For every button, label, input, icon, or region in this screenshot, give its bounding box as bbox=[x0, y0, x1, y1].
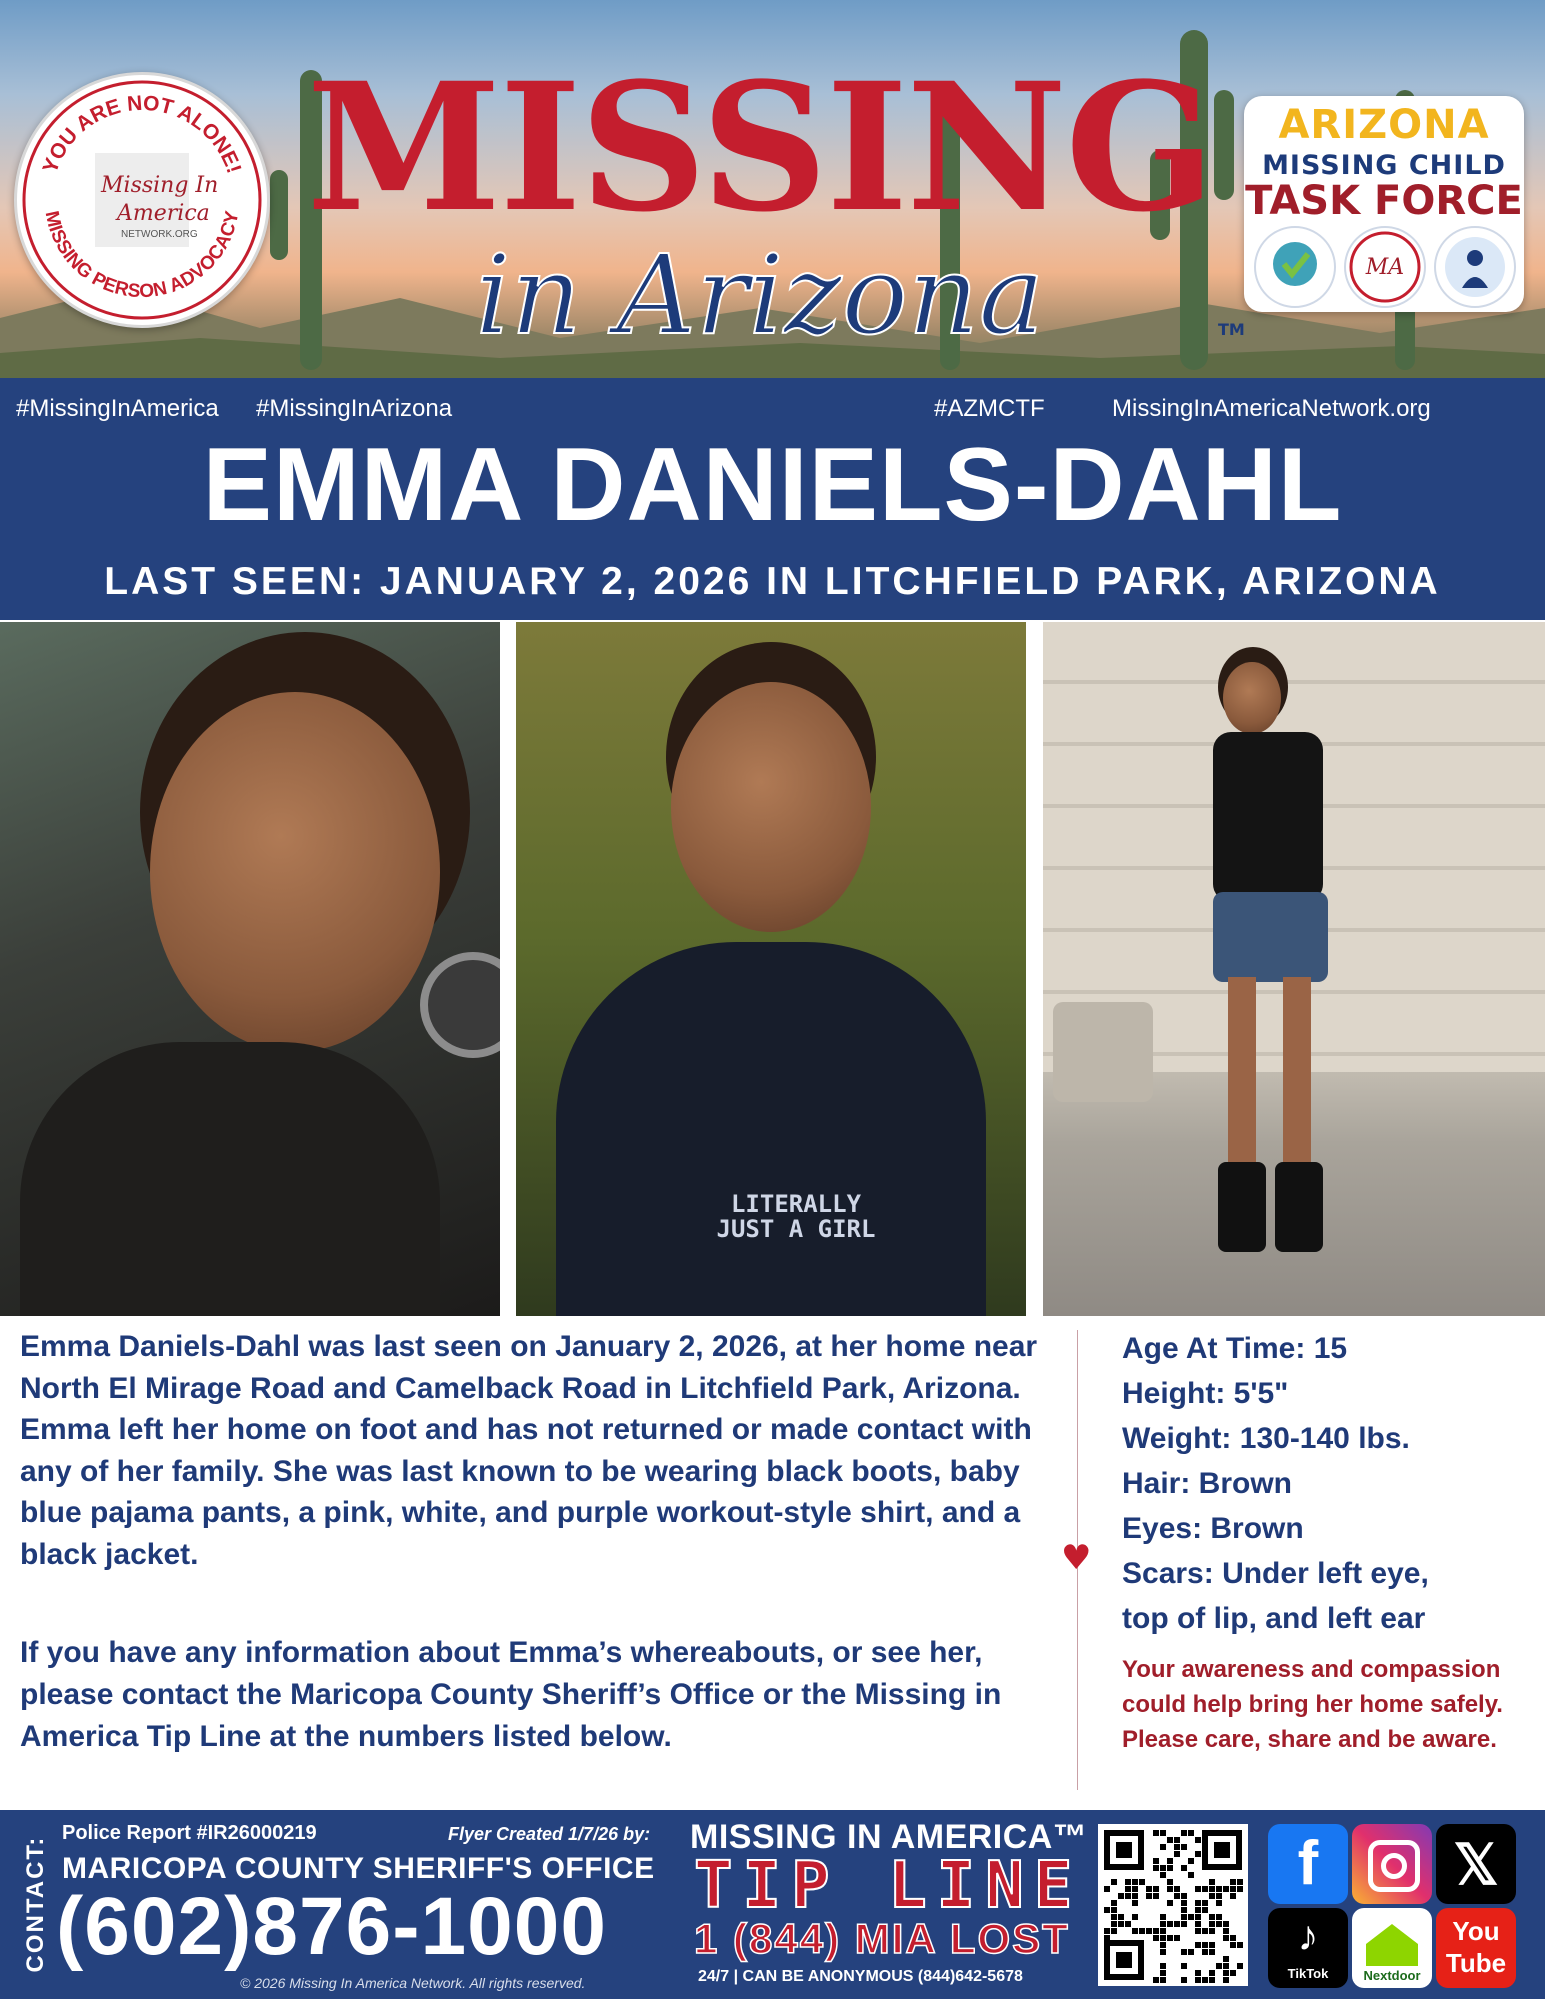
qr-module bbox=[1167, 1900, 1173, 1906]
qr-module bbox=[1160, 1830, 1166, 1836]
tipline-note: 24/7 | CAN BE ANONYMOUS (844)642-5678 bbox=[698, 1968, 1023, 1985]
logo-ring-bottom: MISSING PERSON ADVOCACY bbox=[40, 209, 244, 303]
qr-module bbox=[1167, 1921, 1173, 1927]
qr-module bbox=[1202, 1949, 1208, 1955]
qr-module bbox=[1181, 1865, 1187, 1871]
shirt-text-line-1: LITERALLY bbox=[730, 1190, 862, 1218]
qr-module bbox=[1223, 1956, 1229, 1962]
qr-module bbox=[1237, 1886, 1243, 1892]
nextdoor-label: Nextdoor bbox=[1363, 1968, 1421, 1983]
physical-description bbox=[1122, 1326, 1542, 1641]
qr-module bbox=[1160, 1928, 1166, 1934]
qr-module bbox=[1181, 1830, 1187, 1836]
page-subtitle: in Arizona bbox=[475, 231, 1045, 359]
qr-module bbox=[1160, 1963, 1166, 1969]
shirt-graphic-text bbox=[716, 1192, 876, 1242]
qr-module bbox=[1153, 1928, 1159, 1934]
qr-module bbox=[1195, 1900, 1201, 1906]
qr-code-pattern bbox=[1098, 1824, 1248, 1986]
qr-module bbox=[1188, 1872, 1194, 1878]
qr-module bbox=[1209, 1914, 1215, 1920]
qr-module bbox=[1181, 1977, 1187, 1983]
qr-module bbox=[1181, 1914, 1187, 1920]
qr-module bbox=[1160, 1935, 1166, 1941]
tiktok-label: TikTok bbox=[1287, 1966, 1329, 1981]
logo-brand-url: NETWORK.ORG bbox=[121, 229, 198, 240]
qr-module bbox=[1181, 1900, 1187, 1906]
stat-age: Age At Time: 15 bbox=[1122, 1332, 1348, 1365]
qr-module bbox=[1146, 1886, 1152, 1892]
qr-module bbox=[1146, 1928, 1152, 1934]
qr-module bbox=[1132, 1893, 1138, 1899]
photo-closeup bbox=[0, 622, 500, 1316]
description-paragraph-1: Emma Daniels-Dahl was last seen on January 2, 2026, at her home near North El Mirage Road and Camelback Road in Litchfield Park, Arizona. Emma left her home on foot and has not returned or made contact with any of her family. She was last known to be wearing black boots, baby blue pajama pants, a pink, white, and purple workout-style shirt, and a black jacket. bbox=[20, 1330, 1038, 1571]
last-seen-line: LAST SEEN: JANUARY 2, 2026 IN LITCHFIELD PARK, ARIZONA bbox=[104, 560, 1441, 603]
photo-smiling-outdoors bbox=[516, 622, 1026, 1316]
qr-module bbox=[1167, 1865, 1173, 1871]
qr-module bbox=[1153, 1893, 1159, 1899]
qr-module bbox=[1167, 1935, 1173, 1941]
nextdoor-icon[interactable] bbox=[1352, 1908, 1432, 1988]
task-force-line-3: TASK FORCE bbox=[1245, 178, 1523, 224]
qr-module bbox=[1223, 1935, 1229, 1941]
qr-module bbox=[1125, 1886, 1131, 1892]
qr-module bbox=[1209, 1970, 1215, 1976]
arizona-task-force-logo bbox=[1244, 96, 1524, 312]
logo-ring-top: YOU ARE NOT ALONE! bbox=[38, 91, 246, 177]
missing-in-america-logo bbox=[14, 72, 270, 328]
qr-module bbox=[1237, 1942, 1243, 1948]
qr-module bbox=[1160, 1977, 1166, 1983]
qr-module bbox=[1209, 1893, 1215, 1899]
qr-module bbox=[1174, 1886, 1180, 1892]
qr-module bbox=[1111, 1921, 1117, 1927]
qr-module bbox=[1104, 1886, 1110, 1892]
agency-phone-number[interactable]: (602)876-1000 bbox=[56, 1881, 607, 1972]
qr-module bbox=[1132, 1886, 1138, 1892]
qr-module bbox=[1160, 1844, 1166, 1850]
qr-module bbox=[1216, 1963, 1222, 1969]
qr-module bbox=[1195, 1928, 1201, 1934]
qr-module bbox=[1181, 1893, 1187, 1899]
qr-module bbox=[1230, 1935, 1236, 1941]
qr-module bbox=[1223, 1977, 1229, 1983]
qr-module bbox=[1174, 1921, 1180, 1927]
qr-module bbox=[1230, 1893, 1236, 1899]
svg-text:MA: MA bbox=[1365, 255, 1405, 280]
qr-module bbox=[1153, 1935, 1159, 1941]
qr-module bbox=[1153, 1977, 1159, 1983]
shirt-text-line-2: JUST A GIRL bbox=[716, 1215, 876, 1244]
qr-module bbox=[1111, 1900, 1117, 1906]
hashtag-azmctf[interactable]: #AZMCTF bbox=[934, 395, 1045, 422]
qr-module bbox=[1209, 1942, 1215, 1948]
stat-weight: Weight: 130-140 lbs. bbox=[1122, 1422, 1410, 1455]
qr-module bbox=[1195, 1914, 1201, 1920]
asa-now-logo bbox=[1254, 226, 1336, 308]
qr-module bbox=[1195, 1942, 1201, 1948]
qr-module bbox=[1160, 1914, 1166, 1920]
youtube-label-2: Tube bbox=[1445, 1948, 1507, 1978]
qr-module bbox=[1216, 1900, 1222, 1906]
tipline-title: TIP LINE bbox=[694, 1849, 1083, 1923]
agency-name: MARICOPA COUNTY SHERIFF'S OFFICE bbox=[62, 1852, 655, 1885]
qr-module bbox=[1174, 1893, 1180, 1899]
qr-module bbox=[1174, 1837, 1180, 1843]
qr-module bbox=[1104, 1907, 1110, 1913]
qr-module bbox=[1139, 1879, 1145, 1885]
qr-module bbox=[1132, 1879, 1138, 1885]
qr-module bbox=[1174, 1844, 1180, 1850]
qr-module bbox=[1230, 1879, 1236, 1885]
qr-module bbox=[1230, 1970, 1236, 1976]
qr-module bbox=[1195, 1907, 1201, 1913]
qr-module bbox=[1160, 1949, 1166, 1955]
qr-module bbox=[1181, 1949, 1187, 1955]
qr-module bbox=[1132, 1900, 1138, 1906]
qr-module bbox=[1118, 1893, 1124, 1899]
qr-module bbox=[1167, 1837, 1173, 1843]
youtube-label-1: You bbox=[1452, 1916, 1500, 1946]
qr-module bbox=[1160, 1872, 1166, 1878]
qr-module bbox=[1216, 1914, 1222, 1920]
stat-eyes: Eyes: Brown bbox=[1122, 1512, 1304, 1545]
qr-module bbox=[1188, 1949, 1194, 1955]
qr-module bbox=[1202, 1900, 1208, 1906]
qr-module bbox=[1195, 1977, 1201, 1983]
qr-module bbox=[1153, 1830, 1159, 1836]
qr-module bbox=[1118, 1914, 1124, 1920]
missing-person-name: EMMA DANIELS-DAHL bbox=[202, 427, 1343, 543]
police-report-number: Police Report #IR26000219 bbox=[62, 1822, 317, 1844]
qr-module bbox=[1209, 1886, 1215, 1892]
qr-module bbox=[1111, 1928, 1117, 1934]
qr-module bbox=[1104, 1928, 1110, 1934]
qr-module bbox=[1195, 1886, 1201, 1892]
qr-module bbox=[1125, 1879, 1131, 1885]
qr-module bbox=[1118, 1921, 1124, 1927]
photo-full-body bbox=[1043, 622, 1545, 1316]
qr-module bbox=[1125, 1921, 1131, 1927]
qr-module bbox=[1153, 1858, 1159, 1864]
qr-module bbox=[1195, 1921, 1201, 1927]
task-force-line-2: MISSING CHILD bbox=[1262, 150, 1506, 181]
qr-module bbox=[1153, 1886, 1159, 1892]
qr-module bbox=[1223, 1970, 1229, 1976]
qr-module bbox=[1160, 1942, 1166, 1948]
qr-module bbox=[1188, 1858, 1194, 1864]
qr-module bbox=[1188, 1914, 1194, 1920]
qr-module bbox=[1230, 1886, 1236, 1892]
contact-label: CONTACT: bbox=[22, 1835, 49, 1973]
qr-module bbox=[1153, 1865, 1159, 1871]
qr-module bbox=[1181, 1844, 1187, 1850]
copyright-notice: © 2026 Missing In America Network. All rights reserved. bbox=[240, 1975, 586, 1991]
qr-module bbox=[1209, 1977, 1215, 1983]
qr-module bbox=[1139, 1928, 1145, 1934]
qr-module bbox=[1195, 1837, 1201, 1843]
youtube-icon[interactable] bbox=[1436, 1908, 1516, 1988]
tiktok-icon[interactable]: ♪ TikTok bbox=[1268, 1908, 1348, 1988]
qr-module bbox=[1202, 1907, 1208, 1913]
hashtag-missing-in-arizona[interactable]: #MissingInArizona bbox=[256, 395, 453, 422]
heart-icon: ♥ bbox=[1061, 1538, 1092, 1578]
qr-module bbox=[1104, 1935, 1110, 1941]
stat-height: Height: 5'5" bbox=[1122, 1377, 1289, 1410]
qr-module bbox=[1181, 1921, 1187, 1927]
stat-scars-line-1: Scars: Under left eye, bbox=[1122, 1557, 1429, 1590]
qr-module bbox=[1181, 1907, 1187, 1913]
qr-module bbox=[1174, 1935, 1180, 1941]
qr-module bbox=[1167, 1886, 1173, 1892]
qr-module bbox=[1125, 1893, 1131, 1899]
instagram-icon[interactable] bbox=[1352, 1824, 1432, 1904]
qr-module bbox=[1160, 1970, 1166, 1976]
qr-module bbox=[1111, 1879, 1117, 1885]
qr-module bbox=[1132, 1914, 1138, 1920]
qr-module bbox=[1216, 1886, 1222, 1892]
website-link[interactable]: MissingInAmericaNetwork.org bbox=[1112, 395, 1431, 422]
qr-module bbox=[1230, 1942, 1236, 1948]
x-icon[interactable]: 𝕏 bbox=[1436, 1824, 1516, 1904]
qr-module bbox=[1167, 1879, 1173, 1885]
qr-module bbox=[1223, 1886, 1229, 1892]
qr-module bbox=[1216, 1921, 1222, 1927]
flyer-created-date: Flyer Created 1/7/26 by: bbox=[448, 1824, 651, 1844]
qr-module bbox=[1195, 1970, 1201, 1976]
qr-module bbox=[1202, 1928, 1208, 1934]
qr-module bbox=[1237, 1963, 1243, 1969]
qr-module bbox=[1223, 1963, 1229, 1969]
qr-module bbox=[1181, 1963, 1187, 1969]
mia-mini-logo bbox=[1344, 226, 1426, 308]
description-paragraph-2: If you have any information about Emma’s whereabouts, or see her, please contact the Maricopa County Sheriff’s Office or the Missing in America Tip Line at the numbers listed below. bbox=[20, 1636, 1002, 1753]
qr-module bbox=[1209, 1921, 1215, 1927]
qr-module bbox=[1188, 1830, 1194, 1836]
logo-brand-line-2: America bbox=[117, 201, 210, 226]
qr-module bbox=[1160, 1865, 1166, 1871]
qr-module bbox=[1195, 1851, 1201, 1857]
trademark-mark: TM bbox=[1218, 320, 1245, 339]
qr-module bbox=[1202, 1977, 1208, 1983]
qr-code[interactable] bbox=[1098, 1824, 1248, 1986]
stat-scars-line-2: top of lip, and left ear bbox=[1122, 1602, 1426, 1635]
awareness-message: Your awareness and compassion could help bring her home safely. Please care, share and be aware. bbox=[1122, 1656, 1503, 1753]
qr-module bbox=[1146, 1893, 1152, 1899]
qr-module bbox=[1223, 1928, 1229, 1934]
hashtag-missing-in-america[interactable]: #MissingInAmerica bbox=[16, 395, 219, 422]
qr-module bbox=[1209, 1949, 1215, 1955]
qr-module bbox=[1202, 1942, 1208, 1948]
facebook-icon[interactable]: f bbox=[1268, 1824, 1348, 1904]
qr-module bbox=[1167, 1858, 1173, 1864]
stat-hair: Hair: Brown bbox=[1122, 1467, 1293, 1500]
starlight-foundation-logo bbox=[1434, 226, 1516, 308]
logo-brand-line-1: Missing In bbox=[101, 173, 219, 198]
qr-module bbox=[1209, 1928, 1215, 1934]
qr-module bbox=[1209, 1879, 1215, 1885]
task-force-line-1: ARIZONA bbox=[1278, 102, 1490, 148]
tipline-number[interactable]: 1 (844) MIA LOST bbox=[694, 1915, 1070, 1962]
qr-module bbox=[1160, 1921, 1166, 1927]
qr-module bbox=[1132, 1928, 1138, 1934]
qr-module bbox=[1111, 1914, 1117, 1920]
qr-module bbox=[1111, 1907, 1117, 1913]
qr-module bbox=[1216, 1893, 1222, 1899]
qr-module bbox=[1223, 1921, 1229, 1927]
logo-ring-text bbox=[17, 75, 267, 325]
page-title: MISSING bbox=[306, 44, 1214, 251]
qr-module bbox=[1174, 1851, 1180, 1857]
qr-module bbox=[1202, 1886, 1208, 1892]
tipline-heading: MISSING IN AMERICA™ bbox=[690, 1818, 1088, 1856]
qr-module bbox=[1237, 1879, 1243, 1885]
